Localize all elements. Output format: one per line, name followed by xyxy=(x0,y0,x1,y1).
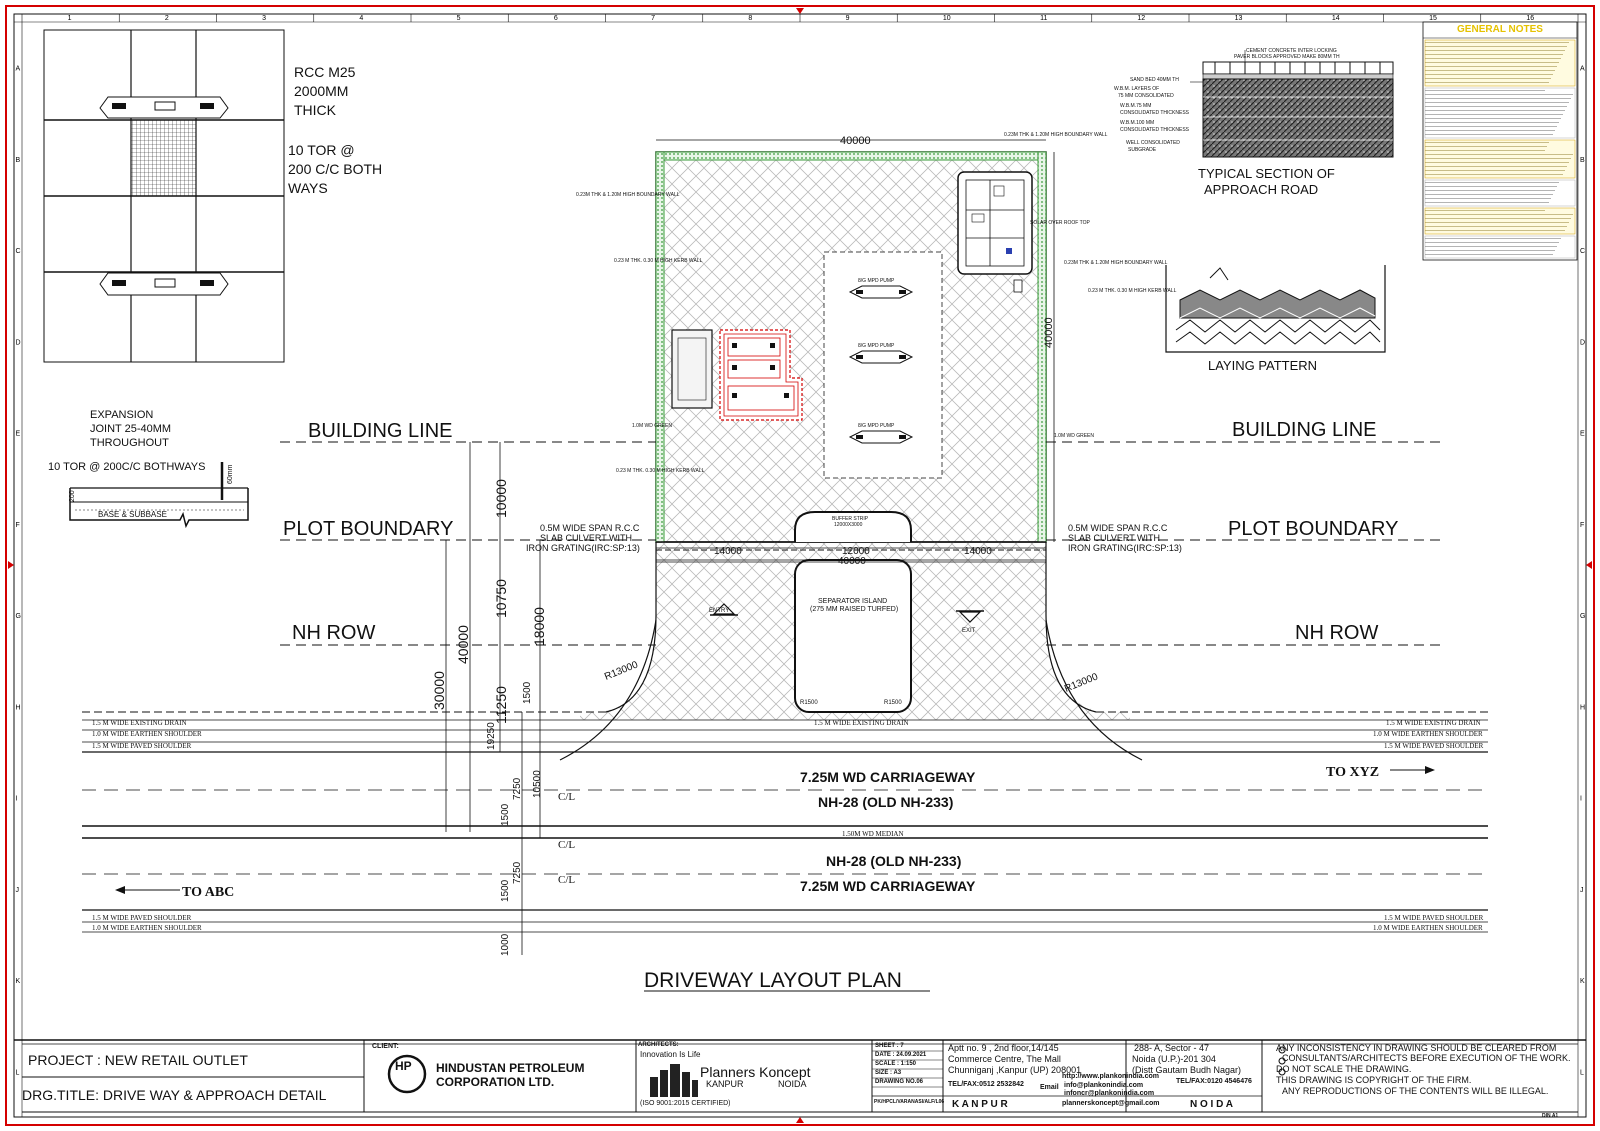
sheet-no: SHEET : 7 xyxy=(875,1043,904,1049)
note-texture-line xyxy=(1425,66,1557,67)
row-label-H-left: H xyxy=(15,704,21,712)
col-label-4: 4 xyxy=(359,15,364,22)
note-texture-line xyxy=(1425,110,1565,111)
joint-text-4: 10 TOR @ 200C/C BOTHWAYS xyxy=(48,461,206,473)
note-texture-line xyxy=(1425,210,1545,211)
note-texture-line xyxy=(1425,230,1565,231)
separator-1: SEPARATOR ISLAND xyxy=(818,598,888,605)
solar-label: SOLAR OVER ROOF TOP xyxy=(1030,220,1090,226)
note-texture-line xyxy=(1425,106,1567,107)
dim-12000: 12000 xyxy=(842,546,870,557)
kerb-label-2: 0.23 M THK. 0.30 M HIGH KERB WALL xyxy=(1088,288,1177,294)
firm-tagline: Innovation Is Life xyxy=(640,1050,701,1059)
col-label-16: 16 xyxy=(1526,15,1535,22)
row-label-G-left: G xyxy=(15,613,21,621)
firm-city-2: NOIDA xyxy=(778,1079,807,1089)
col-label-13: 13 xyxy=(1234,15,1243,22)
row-label-D-left: D xyxy=(15,339,21,347)
web-address: http://www.plankonindia.com xyxy=(1062,1073,1159,1080)
r1500-right: R1500 xyxy=(884,700,902,706)
note-texture-line xyxy=(1425,182,1559,183)
note-texture-line xyxy=(1425,142,1549,143)
rs-paver: PAVER BLOCKS APPROVED MAKE 80MM TH xyxy=(1234,54,1340,60)
kanpur-address-2: Commerce Centre, The Mall xyxy=(948,1054,1061,1064)
highway xyxy=(82,712,1488,932)
col-label-2: 2 xyxy=(164,15,169,22)
din-label: DIN A1 xyxy=(1542,1113,1559,1119)
mpd-3: 8/G MPD PUMP xyxy=(858,423,895,429)
rs-wbm2b: CONSOLIDATED THICKNESS xyxy=(1120,110,1189,116)
rs-sub1: WELL CONSOLIDATED xyxy=(1126,140,1180,146)
note-texture-line xyxy=(1425,194,1553,195)
row-label-L-left: L xyxy=(15,1069,20,1077)
noida-tel: TEL/FAX:0120 4546476 xyxy=(1176,1078,1252,1085)
scale-label: SCALE : 1:150 xyxy=(875,1061,917,1067)
median-label: 1.50M WD MEDIAN xyxy=(842,830,904,838)
row-label-C-left: C xyxy=(15,248,21,256)
culvert-right-3: IRON GRATING(IRC:SP:13) xyxy=(1068,543,1182,553)
note-texture-line xyxy=(1425,170,1565,171)
paved-right-top: 1.5 M WIDE PAVED SHOULDER xyxy=(1384,742,1484,750)
dim-11250: 11250 xyxy=(493,686,509,724)
row-label-A-left: A xyxy=(15,65,21,73)
iso-label: (ISO 9001:2015 CERTIFIED) xyxy=(640,1100,731,1107)
rs-wbm1b: 75 MM CONSOLIDATED xyxy=(1118,93,1174,99)
row-label-A-right: A xyxy=(1580,65,1585,73)
dim-1500-a: 1500 xyxy=(522,681,533,704)
note-2: DO NOT SCALE THE DRAWING. xyxy=(1276,1064,1412,1074)
note-texture-line xyxy=(1425,54,1563,55)
kanpur-address-3: Chunniganj ,Kanpur (UP) 208001 xyxy=(948,1065,1082,1075)
row-label-C-right: C xyxy=(1580,248,1586,256)
buffer-1: BUFFER STRIP xyxy=(832,516,869,522)
note-texture-line xyxy=(1425,174,1563,175)
note-texture-line xyxy=(1425,158,1571,159)
cl-3: C/L xyxy=(558,874,576,886)
green-right: 1.0M WD GREEN xyxy=(1054,433,1095,439)
rs-title-1: TYPICAL SECTION OF xyxy=(1198,166,1335,181)
col-label-3: 3 xyxy=(262,15,267,22)
note-texture-line xyxy=(1425,134,1553,135)
drawing-title: DRIVEWAY LAYOUT PLAN xyxy=(644,969,902,992)
note-texture-line xyxy=(1425,90,1545,91)
row-label-K-right: K xyxy=(1580,978,1585,986)
column-ticks xyxy=(68,14,1535,22)
note-texture-line xyxy=(1425,78,1551,79)
exit-label: EXIT xyxy=(962,628,976,634)
note-texture-line xyxy=(1425,130,1555,131)
row-label-I-right: I xyxy=(1580,795,1582,803)
row-label-I-left: I xyxy=(15,795,18,803)
dim-40000-bottom: 40000 xyxy=(838,556,866,567)
buffer-2: 12000X3000 xyxy=(834,522,863,528)
note-texture-line xyxy=(1425,98,1571,99)
to-xyz: TO XYZ xyxy=(1326,765,1380,780)
firm-city-1: KANPUR xyxy=(706,1079,744,1089)
noida-address-2: Noida (U.P.)-201 304 xyxy=(1132,1054,1216,1064)
col-label-9: 9 xyxy=(845,15,850,22)
kanpur-tel: TEL/FAX:0512 2532842 xyxy=(948,1081,1024,1088)
joint-dim-200: 200 xyxy=(69,490,76,502)
note-1b: CONSULTANTS/ARCHITECTS BEFORE EXECUTION OF THE WORK. xyxy=(1282,1053,1571,1063)
paved-left-top: 1.5 M WIDE PAVED SHOULDER xyxy=(92,742,192,750)
slab-text-4: 10 TOR @ xyxy=(288,142,355,158)
culvert-left-2: SLAB CULVERT WITH xyxy=(540,533,633,543)
wall-label-right: 0.23M THK & 1.20M HIGH BOUNDARY WALL xyxy=(1064,260,1168,266)
note-texture-line xyxy=(1425,238,1561,239)
note-texture-line xyxy=(1425,254,1553,255)
client-label: CLIENT: xyxy=(372,1043,399,1050)
culvert-right-2: SLAB CULVERT WITH xyxy=(1068,533,1161,543)
entry-label: ENTRY xyxy=(709,608,730,614)
dim-10000: 10000 xyxy=(493,479,509,518)
cl-1: C/L xyxy=(558,791,576,803)
note-texture-line xyxy=(1425,114,1563,115)
dim-1500-b: 1500 xyxy=(500,803,511,826)
col-label-15: 15 xyxy=(1429,15,1437,22)
paved-right-bottom: 1.5 M WIDE PAVED SHOULDER xyxy=(1384,914,1484,922)
col-label-10: 10 xyxy=(942,15,951,22)
earthen-left-bottom: 1.0 M WIDE EARTHEN SHOULDER xyxy=(92,924,202,932)
col-label-11: 11 xyxy=(1040,15,1048,22)
col-label-7: 7 xyxy=(651,15,656,22)
dim-14000-left: 14000 xyxy=(714,546,742,557)
rs-sub2: SUBGRADE xyxy=(1128,147,1157,153)
noida-address-3: (Distt Gautam Budh Nagar) xyxy=(1132,1065,1242,1075)
note-texture-line xyxy=(1425,118,1561,119)
col-label-12: 12 xyxy=(1137,15,1146,22)
plot-boundary-right: PLOT BOUNDARY xyxy=(1228,518,1399,540)
note-1a: ANY INCONSISTENCY IN DRAWING SHOULD BE CLEARED FROM xyxy=(1276,1043,1557,1053)
col-label-14: 14 xyxy=(1331,15,1340,22)
drawing-title-label: DRG.TITLE: DRIVE WAY & APPROACH DETAIL xyxy=(22,1087,327,1103)
note-3: THIS DRAWING IS COPYRIGHT OF THE FIRM. xyxy=(1276,1075,1472,1085)
to-abc: TO ABC xyxy=(182,885,235,900)
slab-detail-text xyxy=(288,64,382,196)
joint-text-3: THROUGHOUT xyxy=(90,437,169,449)
laying-title: LAYING PATTERN xyxy=(1208,358,1318,373)
row-label-H-right: H xyxy=(1580,704,1586,712)
note-texture-line xyxy=(1425,150,1545,151)
cl-2: C/L xyxy=(558,839,576,851)
note-texture-line xyxy=(1425,46,1567,47)
row-label-D-right: D xyxy=(1580,339,1586,347)
mpd-1: 8/G MPD PUMP xyxy=(858,278,895,284)
separator-2: (275 MM RAISED TURFED) xyxy=(810,606,899,613)
rs-title-2: APPROACH ROAD xyxy=(1204,182,1319,197)
dim-40000-right: 40000 xyxy=(1043,317,1055,348)
paved-left-bottom: 1.5 M WIDE PAVED SHOULDER xyxy=(92,914,192,922)
kerb-label-3: 0.23 M THK. 0.30 M HIGH KERB WALL xyxy=(616,468,705,474)
kanpur-city: K A N P U R xyxy=(952,1099,1008,1110)
dim-7250-b: 7250 xyxy=(512,861,523,884)
note-texture-line xyxy=(1425,166,1567,167)
note-texture-line xyxy=(1425,186,1557,187)
note-texture-line xyxy=(1425,126,1557,127)
row-label-K-left: K xyxy=(15,978,21,986)
earthen-right-bottom: 1.0 M WIDE EARTHEN SHOULDER xyxy=(1373,924,1483,932)
rs-wbm2: W.B.M.75 MM xyxy=(1120,103,1152,109)
slab-text-6: WAYS xyxy=(288,180,328,196)
drain-mid: 1.5 M WIDE EXISTING DRAIN xyxy=(814,719,909,727)
green-left: 1.0M WD GREEN xyxy=(632,423,673,429)
dim-40000-left: 40000 xyxy=(455,625,471,664)
dim-1000: 1000 xyxy=(500,933,511,956)
size-label: SIZE : A3 xyxy=(875,1070,902,1076)
note-texture-line xyxy=(1425,102,1569,103)
note-texture-line xyxy=(1425,162,1569,163)
plot-boundary-left: PLOT BOUNDARY xyxy=(283,518,454,540)
mpd-2: 8/G MPD PUMP xyxy=(858,343,895,349)
note-texture-line xyxy=(1425,226,1567,227)
note-texture-line xyxy=(1425,198,1551,199)
row-label-E-right: E xyxy=(1580,430,1585,438)
row-label-J-right: J xyxy=(1580,886,1584,894)
note-texture-line xyxy=(1425,94,1573,95)
building-line-left: BUILDING LINE xyxy=(308,420,453,442)
nh-top: NH-28 (OLD NH-233) xyxy=(818,794,954,810)
note-texture-line xyxy=(1425,222,1569,223)
client-name-2: CORPORATION LTD. xyxy=(436,1075,555,1089)
row-label-J-left: J xyxy=(15,886,19,894)
dim-18000: 18000 xyxy=(531,607,547,646)
culvert-left-1: 0.5M WIDE SPAN R.C.C xyxy=(540,523,640,533)
drain-right: 1.5 M WIDE EXISTING DRAIN xyxy=(1386,719,1481,727)
carriageway-top: 7.25M WD CARRIAGEWAY xyxy=(800,769,976,785)
rs-wbm3: W.B.M.100 MM xyxy=(1120,120,1155,126)
joint-base-text: BASE & SUBBASE xyxy=(98,510,167,519)
client-name-1: HINDUSTAN PETROLEUM xyxy=(436,1061,585,1075)
row-label-B-right: B xyxy=(1580,156,1585,164)
drawing-ref: PK/HPCL/VARANASI/ALF/L06 xyxy=(874,1099,945,1105)
dim-7250-a: 7250 xyxy=(512,777,523,800)
row-label-L-right: L xyxy=(1580,1069,1584,1077)
col-label-8: 8 xyxy=(748,15,753,22)
noida-city: N O I D A xyxy=(1190,1099,1233,1110)
note-texture-line xyxy=(1425,218,1571,219)
drawing-no: DRAWING NO.06 xyxy=(875,1079,924,1085)
rs-wbm1: W.B.M. LAYERS OF xyxy=(1114,86,1160,92)
dim-14000-right: 14000 xyxy=(964,546,992,557)
note-texture-line xyxy=(1425,82,1549,83)
drain-left: 1.5 M WIDE EXISTING DRAIN xyxy=(92,719,187,727)
laying-pattern-detail xyxy=(1166,265,1385,352)
general-notes-title: GENERAL NOTES xyxy=(1457,24,1543,35)
col-label-5: 5 xyxy=(456,15,461,22)
row-label-G-right: G xyxy=(1580,613,1586,621)
email-2: infoncr@plankonindia.com xyxy=(1064,1090,1155,1097)
dim-10750: 10750 xyxy=(493,579,509,618)
dim-40000-top: 40000 xyxy=(840,135,871,147)
note-texture-line xyxy=(1425,214,1573,215)
note-texture-line xyxy=(1425,242,1559,243)
note-texture-line xyxy=(1425,122,1559,123)
note-texture-line xyxy=(1425,74,1553,75)
date-label: DATE : 24.09.2021 xyxy=(875,1052,927,1058)
note-3b: ANY REPRODUCTIONS OF THE CONTENTS WILL BE ILLEGAL. xyxy=(1282,1086,1549,1096)
r13000-right: R13000 xyxy=(1063,671,1100,695)
earthen-left-top: 1.0 M WIDE EARTHEN SHOULDER xyxy=(92,730,202,738)
row-label-F-right: F xyxy=(1580,521,1585,529)
email-label: Email xyxy=(1040,1084,1059,1091)
note-texture-line xyxy=(1425,154,1573,155)
note-texture-line xyxy=(1425,146,1547,147)
r1500-left: R1500 xyxy=(800,700,818,706)
rs-sand: SAND BED 40MM TH xyxy=(1130,77,1179,83)
joint-dim-60: 60mm xyxy=(227,464,234,484)
planners-logo xyxy=(650,1064,698,1097)
joint-text-1: EXPANSION xyxy=(90,409,154,421)
hp-logo-text: HP xyxy=(395,1059,412,1073)
col-label-1: 1 xyxy=(67,15,72,22)
email-3: plannerskoncept@gmail.com xyxy=(1062,1100,1160,1107)
note-texture-line xyxy=(1425,42,1569,43)
wall-label-left: 0.23M THK & 1.20M HIGH BOUNDARY WALL xyxy=(576,192,680,198)
email-1: info@plankonindia.com xyxy=(1064,1082,1144,1089)
slab-text-1: RCC M25 xyxy=(294,64,356,80)
rs-wbm3b: CONSOLIDATED THICKNESS xyxy=(1120,127,1189,133)
noida-address-1: 288- A, Sector - 47 xyxy=(1134,1043,1210,1053)
slab-text-5: 200 C/C BOTH xyxy=(288,161,383,177)
note-texture-line xyxy=(1425,70,1555,71)
wall-label-top: 0.23M THK & 1.20M HIGH BOUNDARY WALL xyxy=(1004,132,1108,138)
road-section-detail xyxy=(1190,50,1393,157)
row-label-B-left: B xyxy=(15,156,21,164)
culvert-left-3: IRON GRATING(IRC:SP:13) xyxy=(526,543,640,553)
note-texture-line xyxy=(1425,58,1561,59)
note-texture-line xyxy=(1425,62,1559,63)
kanpur-address-1: Aptt no. 9 , 2nd floor,14/145 xyxy=(948,1043,1059,1053)
nh-row-right: NH ROW xyxy=(1295,622,1379,644)
dim-10500: 10500 xyxy=(532,770,543,798)
slab-detail xyxy=(44,30,284,362)
slab-text-3: THICK xyxy=(294,102,336,118)
carriageway-bottom: 7.25M WD CARRIAGEWAY xyxy=(800,878,976,894)
driveway-plan xyxy=(560,152,1142,760)
culvert-right-1: 0.5M WIDE SPAN R.C.C xyxy=(1068,523,1168,533)
dim-19250: 19250 xyxy=(486,722,497,750)
kerb-label-1: 0.23 M THK. 0.30 M HIGH KERB WALL xyxy=(614,258,703,264)
col-label-6: 6 xyxy=(553,15,558,22)
earthen-right-top: 1.0 M WIDE EARTHEN SHOULDER xyxy=(1373,730,1483,738)
building-line-right: BUILDING LINE xyxy=(1232,419,1377,441)
dim-1500-c: 1500 xyxy=(500,879,511,902)
project-label: PROJECT : NEW RETAIL OUTLET xyxy=(28,1052,248,1068)
dim-30000: 30000 xyxy=(431,671,447,710)
architects-label: ARCHITECTS: xyxy=(638,1042,679,1048)
slab-text-2: 2000MM xyxy=(294,83,349,99)
note-texture-line xyxy=(1425,250,1555,251)
nh-bottom: NH-28 (OLD NH-233) xyxy=(826,853,962,869)
rs-cc: CEMENT CONCRETE INTER LOCKING xyxy=(1246,48,1337,54)
firm-name: Planners Koncept xyxy=(700,1064,811,1080)
note-texture-line xyxy=(1425,190,1555,191)
note-texture-line xyxy=(1425,246,1557,247)
r13000-left: R13000 xyxy=(603,659,640,683)
note-texture-line xyxy=(1425,202,1549,203)
row-label-E-left: E xyxy=(15,430,21,438)
nh-row-left: NH ROW xyxy=(292,622,376,644)
joint-text-2: JOINT 25-40MM xyxy=(90,423,172,435)
row-label-F-left: F xyxy=(15,521,20,529)
note-texture-line xyxy=(1425,50,1565,51)
